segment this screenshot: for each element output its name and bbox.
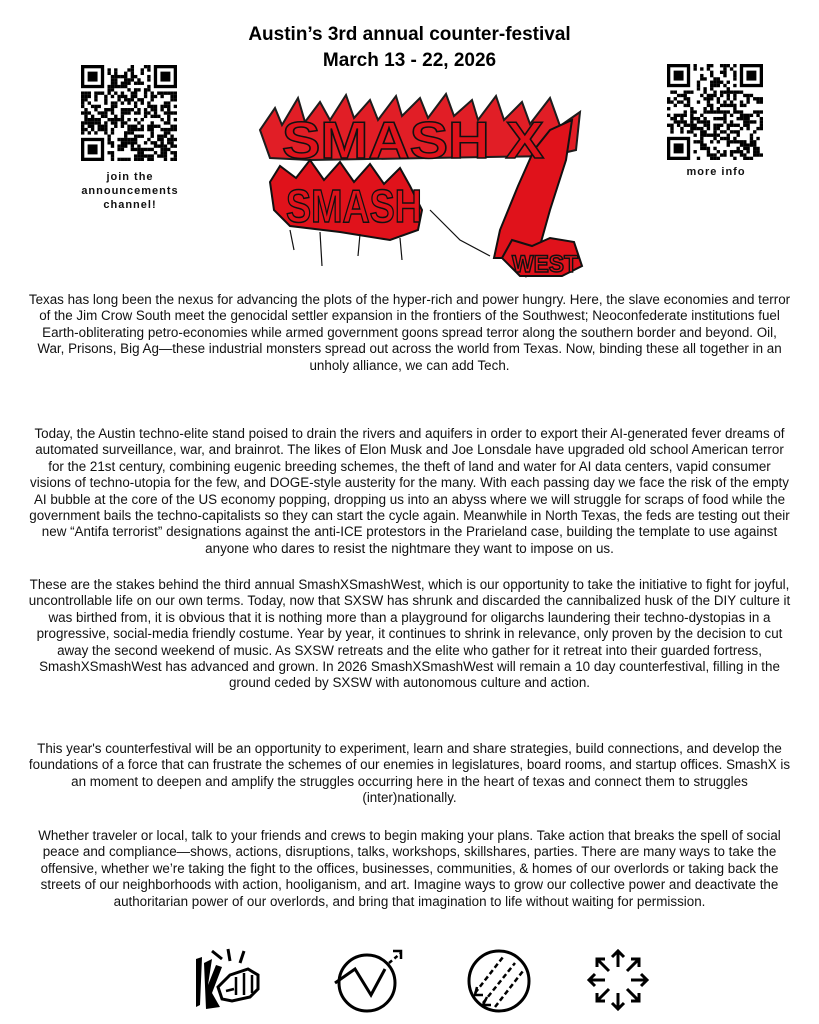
title-line-2: March 13 - 22, 2026 bbox=[322, 50, 497, 71]
paragraph-2: Today, the Austin techno-elite stand poised to drain the rivers and aquifers in order to export their AI-generated fever dreams of automated surveillance, war, and brainrot. The likes of Elon Musk and Joe Lonsdale have upgraded old school American terror for the 21st century, combining eugenic breeding schemes, the theft of land and water for AI data centers, vapid consumer visions of techno-utopia for the few, and DOGE-style austerity for the many. With each passing day we face the risk of the empty AI bubble at the core of the US economy popping, dropping us into an abyss where we will struggle for scraps of food while the government bails the techno-capitalists so they can start the cycle again. Meanwhile in North Texas, the feds are testing out their new “Antifa terrorist” designations against the anti-ICE protestors in the Prarieland case, building the template to use against anyone who dares to resist the nightmare they want to impose on us. bbox=[29, 426, 790, 556]
paragraph-3: These are the stakes behind the third annual SmashXSmashWest, which is our opportunity to take the initiative to fight for joyful, uncontrollable life on our own terms. Today, now that SXSW has shrunk and discarded the cannibalized husk of the DIY culture it was birthed from, it is obvious that it is nothing more than a playground for oligarchs laundering their techno-dystopias in a progressive, social-media friendly costume. Year by year, it continues to shrink in relevance, only proven by the decision to cut away the second weekend of music. As SXSW retreats and the elite who gather for it retreat into their guarded fortress, SmashXSmashWest has advanced and grown. In 2026 SmashXSmashWest will remain a 10 day counterfestival, filling in the ground ceded by SXSW with autonomous culture and action. bbox=[28, 577, 791, 691]
logo-line-2: SMASH bbox=[286, 180, 422, 232]
qr-left-caption: join the announcements channel! bbox=[81, 171, 179, 211]
title-line-1: Austin’s 3rd annual counter-festival bbox=[248, 24, 571, 45]
paragraph-5: Whether traveler or local, talk to your friends and crews to begin making your plans. Take action that breaks the spell of social peace and compliance—shows, actions, disruptions, talks, workshops, skillshares, parties. There are many ways to take the offensive, whether we’re taking the fight to the offices, businesses, communities, & homes of our overlords or taking back the streets of our neighborhoods with action, hooliganism, and art. Imagine ways to grow our collective power and deactivate the authoritarian power of our overlords, and bring that imagination to life without waiting for permission. bbox=[38, 828, 781, 909]
qr-code-icon[interactable] bbox=[667, 64, 763, 160]
circle-diagonal-arrows-icon bbox=[463, 945, 533, 1015]
logo-line-3: WEST bbox=[512, 251, 579, 278]
paragraph-1: Texas has long been the nexus for advancing the plots of the hyper-rich and power hungry. Here, the slave economies and terror of the Jim Crow South meet the genocidal settler expansion in the frontiers of the Southwest; Neoconfederate institutions fuel Earth-obliterating petro-economies while armed government goons spread terror along the southern border and beyond. Oil, War, Prisons, Big Ag—these industrial monsters spread out across the world from Texas. Now, binding these all together in an unholy alliance, we can add Tech. bbox=[28, 292, 791, 373]
circle-zigzag-arrow-icon bbox=[333, 945, 403, 1015]
fist-punch-icon bbox=[192, 945, 262, 1015]
qr-right-caption: more info bbox=[686, 166, 746, 178]
outward-arrows-icon bbox=[583, 945, 653, 1015]
logo-line-1: SMASH X bbox=[282, 112, 545, 170]
qr-code-icon[interactable] bbox=[81, 65, 177, 161]
paragraph-4: This year's counterfestival will be an opportunity to experiment, learn and share strategies, build connections, and develop the foundations of a force that can frustrate the schemes of our enemies in legislatures, board rooms, and startup offices. SmashX is an moment to deepen and amplify the struggles occurring here in the heart of texas and connect them to struggles (inter)nationally. bbox=[28, 741, 791, 806]
smashx-smashwest-logo bbox=[250, 90, 590, 280]
